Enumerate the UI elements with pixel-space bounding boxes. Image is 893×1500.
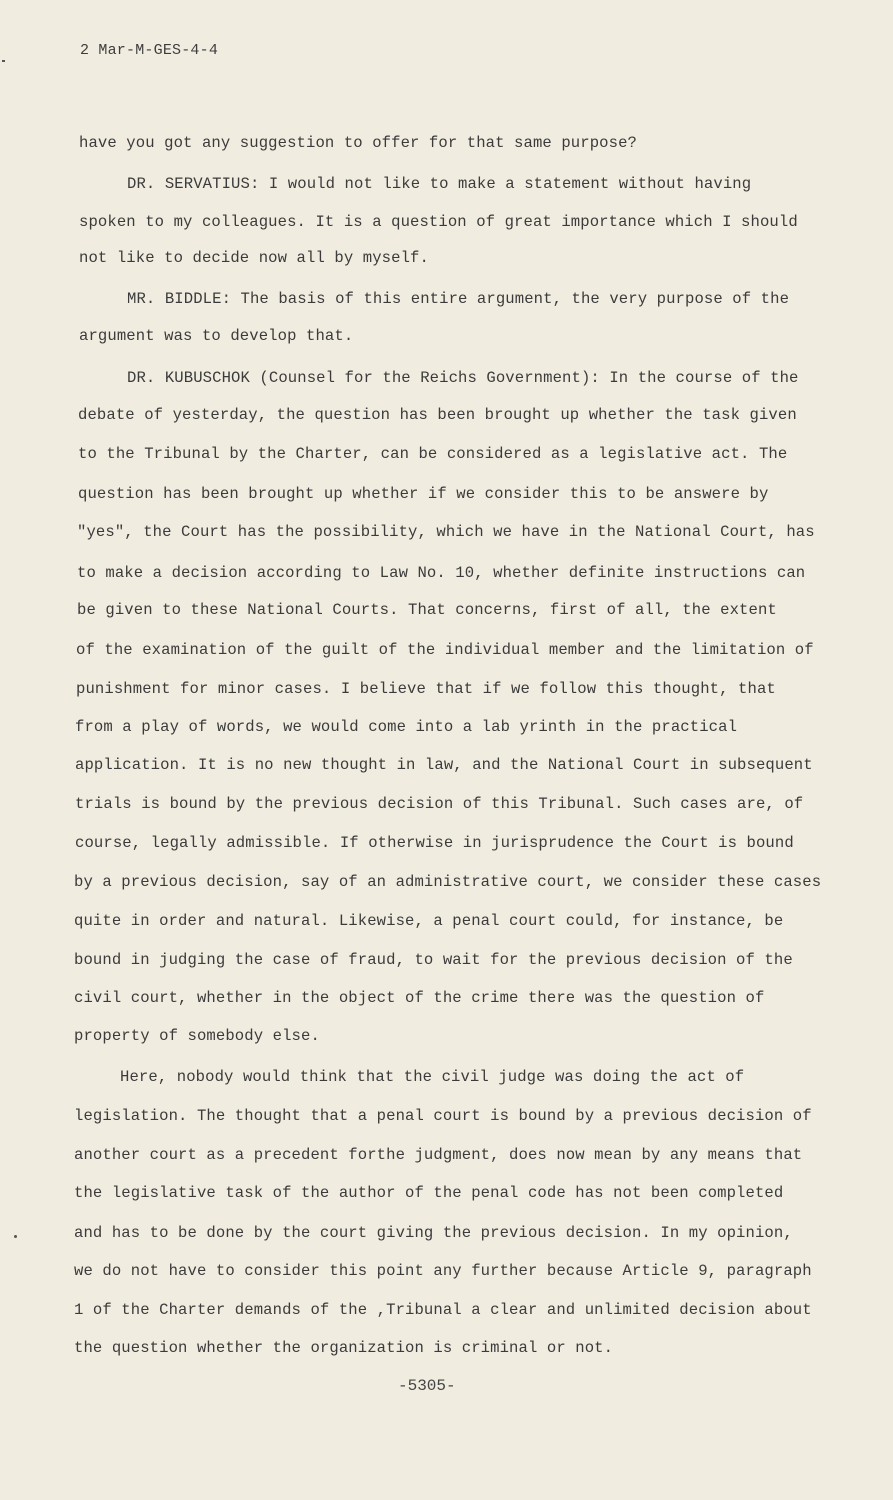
text-line: MR. BIDDLE: The basis of this entire argument, the very purpose of the [127,290,790,308]
text-line: have you got any suggestion to offer for that same purpose? [79,134,638,152]
text-line: be given to these National Courts. That concerns, first of all, the extent [77,601,777,619]
text-line: trials is bound by the previous decision of this Tribunal. Such cases are, of [75,795,804,813]
text-line: from a play of words, we would come into a lab yrinth in the practical [75,718,738,736]
text-line: of the examination of the guilt of the individual member and the limitation of [76,641,814,659]
text-line: application. It is no new thought in law, and the National Court in subsequent [75,756,813,774]
text-line: punishment for minor cases. I believe that if we follow this thought, that [76,680,776,698]
text-line: "yes", the Court has the possibility, which we have in the National Court, has [77,523,815,541]
text-line: we do not have to consider this point any further because Article 9, paragraph [74,1262,812,1280]
text-line: another court as a precedent forthe judgment, does now mean by any means that [74,1146,803,1164]
text-line: to the Tribunal by the Charter, can be considered as a legislative act. The [78,445,788,463]
margin-mark [2,60,5,62]
text-line: the legislative task of the author of the penal code has not been completed [74,1184,784,1202]
text-line: spoken to my colleagues. It is a question of great importance which I should [79,213,798,231]
text-line: by a previous decision, say of an administrative court, we consider these cases [74,873,822,891]
page-header-reference: 2 Mar-M-GES-4-4 [80,42,219,59]
text-line: quite in order and natural. Likewise, a penal court could, for instance, be [74,912,784,930]
text-line: question has been brought up whether if we consider this to be answere by [78,485,769,503]
text-line: 1 of the Charter demands of the ,Tribunal a clear and unlimited decision about [74,1301,812,1319]
text-line: to make a decision according to Law No. 10, whether definite instructions can [77,564,806,582]
text-line: civil court, whether in the object of the crime there was the question of [74,989,765,1007]
margin-mark [14,1235,17,1238]
text-line: bound in judging the case of fraud, to wait for the previous decision of the [74,951,793,969]
text-line: DR. KUBUSCHOK (Counsel for the Reichs Government): In the course of the [127,369,799,387]
text-line: debate of yesterday, the question has been brought up whether the task given [78,406,797,424]
text-line: not like to decide now all by myself. [79,249,429,267]
text-line: DR. SERVATIUS: I would not like to make a statement without having [127,175,752,193]
page-number: -5305- [398,1377,456,1395]
text-line: course, legally admissible. If otherwise in jurisprudence the Court is bound [75,834,794,852]
text-line: legislation. The thought that a penal court is bound by a previous decision of [74,1107,812,1125]
text-line: the question whether the organization is criminal or not. [74,1339,614,1357]
text-line: Here, nobody would think that the civil judge was doing the act of [120,1068,745,1086]
text-line: argument was to develop that. [79,327,354,345]
text-line: property of somebody else. [74,1027,320,1045]
text-line: and has to be done by the court giving the previous decision. In my opinion, [74,1224,793,1242]
